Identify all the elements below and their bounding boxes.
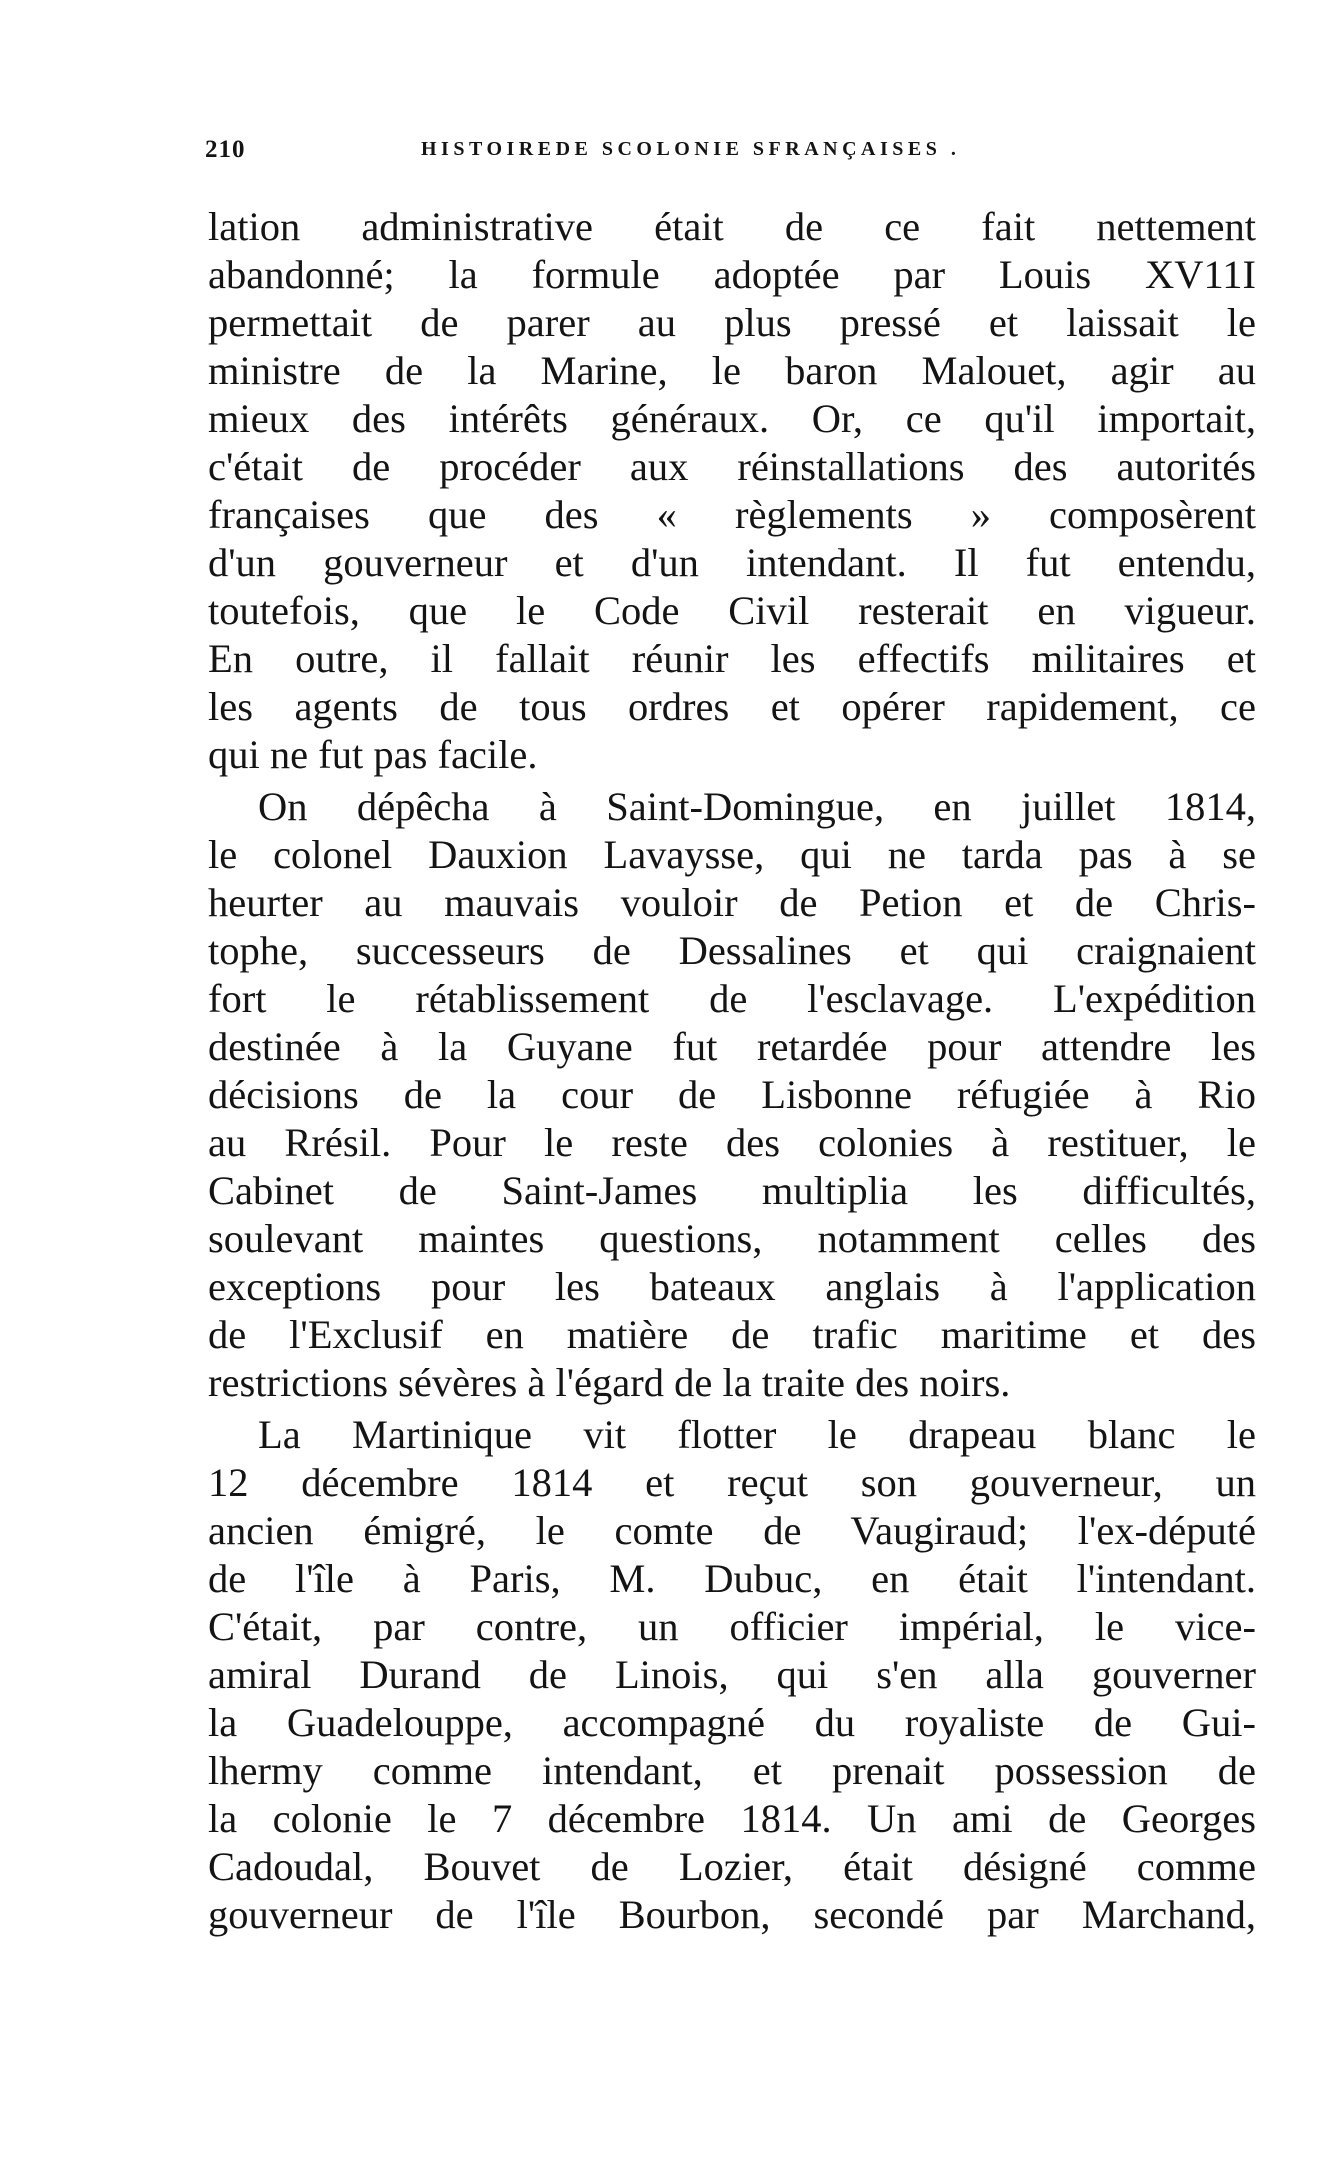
text-line: la colonie le 7 décembre 1814. Un ami de Georges [208,1796,1256,1841]
text-line: françaises que des « règlements » composèrent [208,492,1256,537]
text-line: On dépêcha à Saint-Domingue, en juillet 1814, [258,784,1256,829]
text-line: gouverneur de l'île Bourbon, secondé par Marchand, [208,1892,1256,1937]
text-line: au Rrésil. Pour le reste des colonies à restituer, le [208,1120,1256,1165]
text-line: amiral Durand de Linois, qui s'en alla gouverner [208,1652,1256,1697]
text-line: Cabinet de Saint-James multiplia les difficultés, [208,1168,1256,1213]
text-line: de l'Exclusif en matière de trafic maritime et des [208,1312,1256,1357]
text-line: qui ne fut pas facile. [208,732,538,777]
text-line: destinée à la Guyane fut retardée pour attendre les [208,1024,1256,1069]
body-text [208,203,1256,1943]
text-line: les agents de tous ordres et opérer rapidement, ce [208,684,1256,729]
text-line: permettait de parer au plus pressé et laissait le [208,300,1256,345]
text-line: ministre de la Marine, le baron Malouet, agir au [208,348,1256,393]
running-head [205,136,1255,176]
page-number: 210 [205,136,246,163]
paragraph-1 [208,203,1256,779]
text-line: c'était de procéder aux réinstallations des autorités [208,444,1256,489]
text-line: lhermy comme intendant, et prenait possession de [208,1748,1256,1793]
paragraph-3 [208,1411,1256,1939]
text-line: exceptions pour les bateaux anglais à l'application [208,1264,1256,1309]
text-line: 12 décembre 1814 et reçut son gouverneur, un [208,1460,1256,1505]
text-line: tophe, successeurs de Dessalines et qui craignaient [208,928,1256,973]
text-line: d'un gouverneur et d'un intendant. Il fut entendu, [208,540,1256,585]
text-line: En outre, il fallait réunir les effectifs militaires et [208,636,1256,681]
text-line: toutefois, que le Code Civil resterait en vigueur. [208,588,1256,633]
text-line: le colonel Dauxion Lavaysse, qui ne tarda pas à se [208,832,1256,877]
text-line: restrictions sévères à l'égard de la traite des noirs. [208,1360,1011,1405]
text-line: décisions de la cour de Lisbonne réfugiée à Rio [208,1072,1256,1117]
text-line: lation administrative était de ce fait nettement [208,204,1256,249]
text-line: fort le rétablissement de l'esclavage. L'expédition [208,976,1256,1021]
text-line: heurter au mauvais vouloir de Petion et de Chris- [208,880,1256,925]
text-line: Cadoudal, Bouvet de Lozier, était désigné comme [208,1844,1256,1889]
text-line: La Martinique vit flotter le drapeau blanc le [258,1412,1256,1457]
text-line: la Guadelouppe, accompagné du royaliste de Gui- [208,1700,1256,1745]
book-title: HISTOIREDE SCOLONIE SFRANÇAISES . [421,138,961,160]
paragraph-2 [208,783,1256,1407]
text-line: mieux des intérêts généraux. Or, ce qu'il importait, [208,396,1256,441]
text-line: soulevant maintes questions, notamment celles des [208,1216,1256,1261]
text-line: abandonné; la formule adoptée par Louis XV11I [208,252,1256,297]
text-line: de l'île à Paris, M. Dubuc, en était l'intendant. [208,1556,1256,1601]
text-line: C'était, par contre, un officier impérial, le vice- [208,1604,1256,1649]
text-line: ancien émigré, le comte de Vaugiraud; l'ex-député [208,1508,1256,1553]
